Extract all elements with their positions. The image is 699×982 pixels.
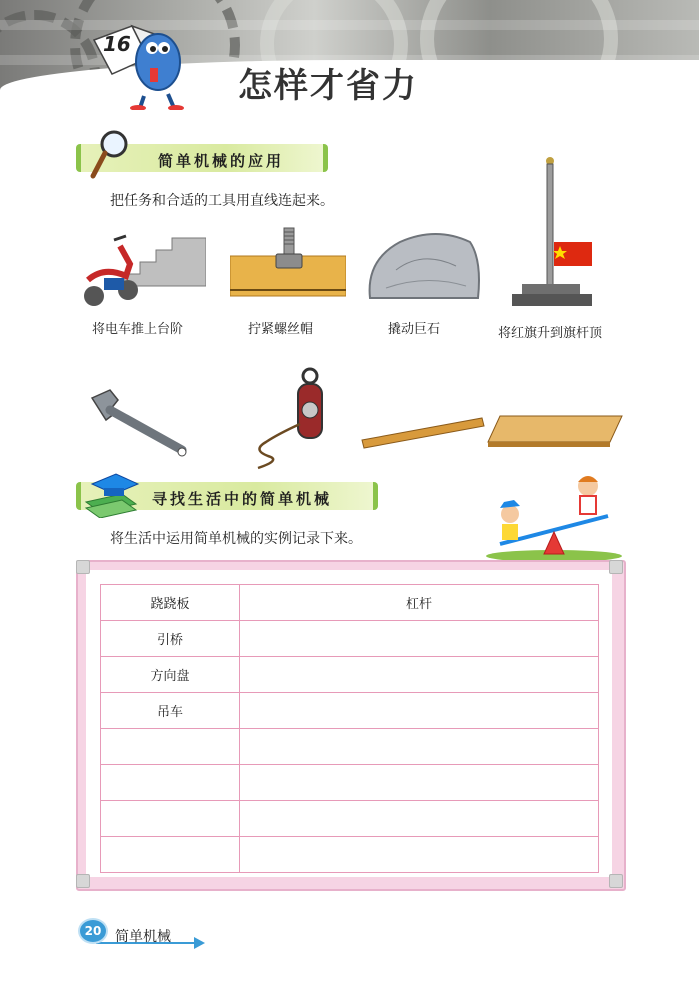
machine-type-cell[interactable] — [240, 621, 599, 657]
wrench-icon — [84, 386, 190, 462]
flagpole-picture — [508, 156, 598, 310]
example-cell[interactable] — [101, 837, 240, 873]
unit-label: 简单机械 — [115, 929, 171, 945]
task-caption: 将电车推上台阶 — [92, 322, 184, 337]
example-cell[interactable] — [101, 765, 240, 801]
table-row — [101, 693, 599, 729]
table-row — [101, 801, 599, 837]
example-cell[interactable]: 方向盘 — [101, 657, 240, 693]
task-caption: 拧紧螺丝帽 — [248, 322, 314, 337]
board-corner — [76, 560, 90, 574]
record-table — [100, 584, 599, 873]
example-cell[interactable] — [101, 729, 240, 765]
table-row — [101, 621, 599, 657]
page-number: 20 — [78, 918, 108, 944]
board-corner — [76, 874, 90, 888]
lesson-title: 怎样才省力 — [238, 66, 418, 106]
magnifier-icon — [88, 128, 132, 180]
machine-type-cell[interactable] — [240, 801, 599, 837]
graduation-cap-icon — [82, 468, 140, 518]
bolt-board-picture — [230, 226, 346, 298]
lesson-number: 16 — [103, 32, 131, 56]
instruction-text: 把任务和合适的工具用直线连起来。 — [110, 193, 334, 209]
machine-type-cell[interactable] — [240, 729, 599, 765]
table-row — [101, 765, 599, 801]
section-title-applications: 简单机械的应用 — [158, 152, 285, 170]
machine-type-cell[interactable] — [240, 657, 599, 693]
task-caption: 撬动巨石 — [388, 322, 441, 337]
table-row — [101, 585, 599, 621]
wooden-board-icon — [486, 412, 624, 450]
wooden-stick-icon — [358, 410, 486, 450]
example-cell[interactable]: 引桥 — [101, 621, 240, 657]
example-cell[interactable]: 跷跷板 — [101, 585, 240, 621]
task-caption: 将红旗升到旗杆顶 — [498, 326, 603, 341]
example-cell[interactable]: 吊车 — [101, 693, 240, 729]
instruction-text: 将生活中运用简单机械的实例记录下来。 — [110, 531, 362, 547]
machine-type-cell[interactable] — [240, 693, 599, 729]
machine-type-cell[interactable] — [240, 765, 599, 801]
seesaw-kids-picture — [484, 470, 624, 562]
boulder-picture — [366, 230, 482, 304]
table-row — [101, 657, 599, 693]
machine-type-cell[interactable]: 杠杆 — [240, 585, 599, 621]
arrow-right-icon — [194, 937, 205, 949]
stairs-scooter-picture — [74, 226, 206, 312]
board-corner — [609, 874, 623, 888]
table-row — [101, 837, 599, 873]
machine-type-cell[interactable] — [240, 837, 599, 873]
pulley-icon — [238, 364, 328, 472]
board-corner — [609, 560, 623, 574]
section-title-find-machines: 寻找生活中的简单机械 — [152, 490, 333, 508]
table-row — [101, 729, 599, 765]
example-cell[interactable] — [101, 801, 240, 837]
